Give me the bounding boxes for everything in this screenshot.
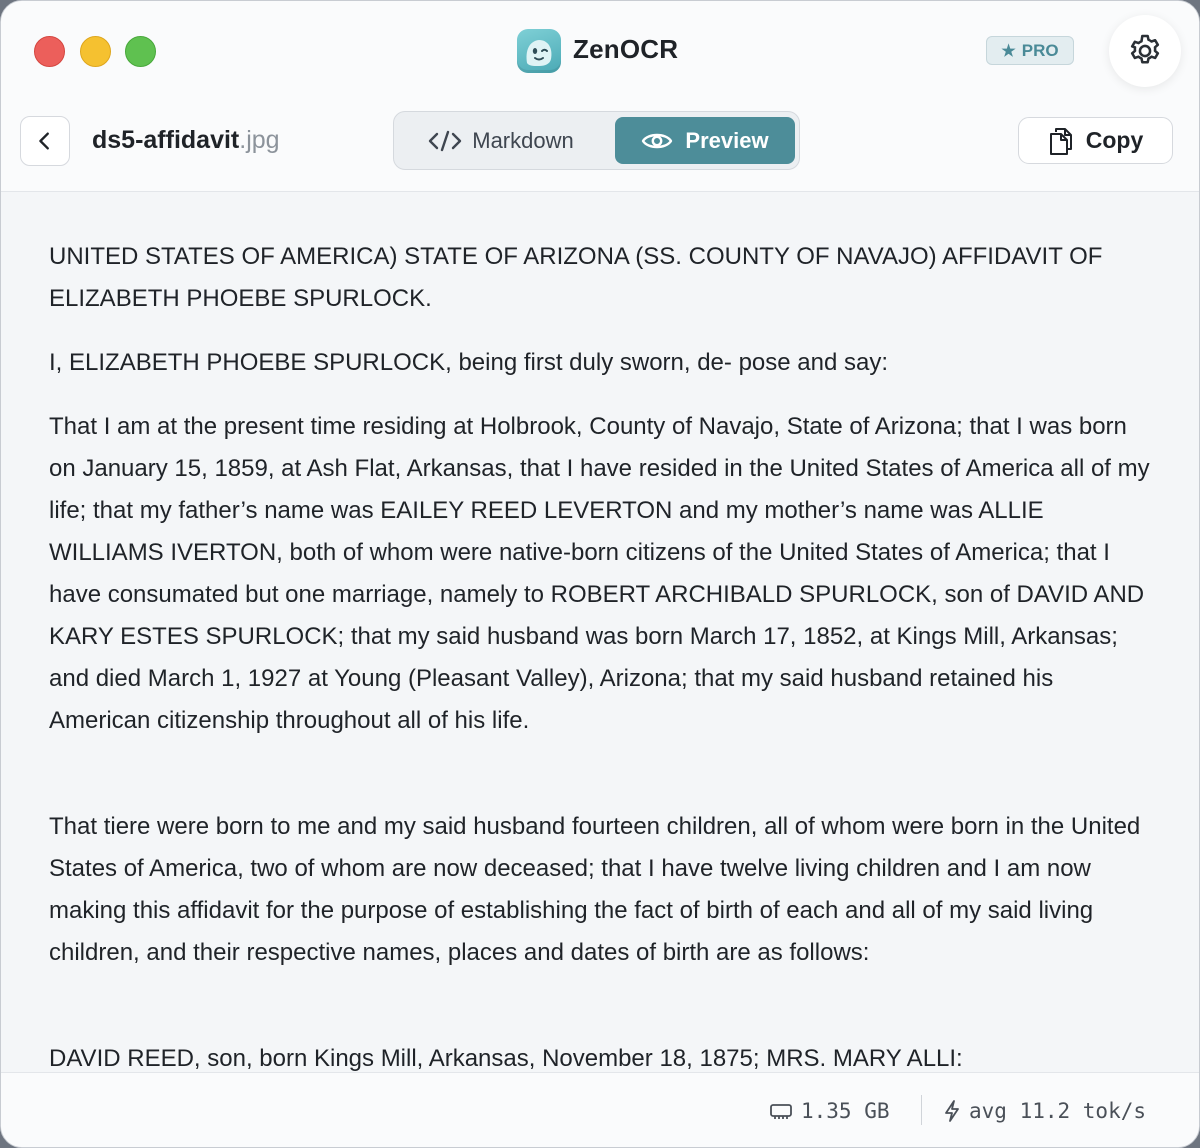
status-divider [921, 1095, 922, 1125]
app-title: ZenOCR [573, 34, 679, 64]
eye-icon [641, 130, 673, 152]
status-bar [1, 1072, 1199, 1148]
tab-markdown[interactable] [406, 118, 596, 164]
memory-usage [769, 1099, 890, 1123]
chevron-left-icon [34, 130, 56, 152]
toolbar [1, 101, 1199, 192]
pro-label: PRO [1021, 40, 1059, 60]
copy-button[interactable] [1018, 117, 1173, 164]
pro-badge[interactable] [986, 36, 1074, 65]
document-paragraph: DAVID REED, son, born Kings Mill, Arkansas, November 18, 1875; MRS. MARY ALLI: [49, 1045, 963, 1072]
app-logo-icon [517, 29, 561, 73]
document-paragraph: I, ELIZABETH PHOEBE SPURLOCK, being first duly sworn, de- pose and say: [49, 349, 889, 376]
memory-chip-icon [769, 1101, 793, 1121]
view-mode-toggle [393, 111, 800, 170]
file-name-base: ds5-affidavit [92, 126, 240, 154]
gear-icon [1126, 32, 1164, 70]
tab-preview[interactable] [615, 117, 795, 164]
back-button[interactable] [20, 116, 70, 166]
lightning-icon [943, 1099, 961, 1123]
preview-label: Preview [685, 127, 769, 153]
copy-icon [1048, 126, 1074, 156]
title-bar [1, 1, 1199, 101]
generation-speed [943, 1099, 1146, 1123]
document-paragraph: That tiere were born to me and my said husband fourteen children, all of whom were born in the United States of America, two of whom are now deceased; that I have twelve living children and I am now making this affidavit for the purpose of establishing the fact of birth of each and all of my said living children, and their respective names, places and dates of birth are as follows: [49, 813, 1141, 966]
code-icon [428, 129, 462, 153]
memory-value: 1.35 GB [801, 1099, 890, 1123]
document-paragraph: That I am at the present time residing at Holbrook, County of Navajo, State of Arizona; that I was born on January 15, 1859, at Ash Flat, Arkansas, that I have resided in the United States of America all of my life; that my father’s name was EAILEY REED LEVERTON and my mother’s name was ALLIE WILLIAMS IVERTON, both of whom were native-born citizens of the United States of America; that I have consumated but one marriage, namely to ROBERT ARCHIBALD SPURLOCK, son of DAVID AND KARY ESTES SPURLOCK; that my said husband was born March 17, 1852, at Kings Mill, Arkansas; and died March 1, 1927 at Young (Pleasant Valley), Arizona; that my said husband retained his American citizenship throughout all of his life. [49, 413, 1150, 734]
preview-content[interactable] [1, 192, 1199, 1072]
speed-value: avg 11.2 tok/s [969, 1099, 1147, 1123]
markdown-label: Markdown [472, 128, 574, 153]
document-paragraph: UNITED STATES OF AMERICA) STATE OF ARIZONA (SS. COUNTY OF NAVAJO) AFFIDAVIT OF ELIZABETH PHOEBE SPURLOCK. [49, 243, 1103, 312]
settings-button[interactable] [1109, 15, 1181, 87]
file-name [92, 126, 280, 155]
close-window-button[interactable] [34, 36, 65, 67]
copy-label: Copy [1085, 127, 1144, 153]
file-extension: .jpg [239, 126, 280, 154]
zoom-window-button[interactable] [125, 36, 156, 67]
minimize-window-button[interactable] [80, 36, 111, 67]
star-icon: ★ [1001, 42, 1016, 60]
